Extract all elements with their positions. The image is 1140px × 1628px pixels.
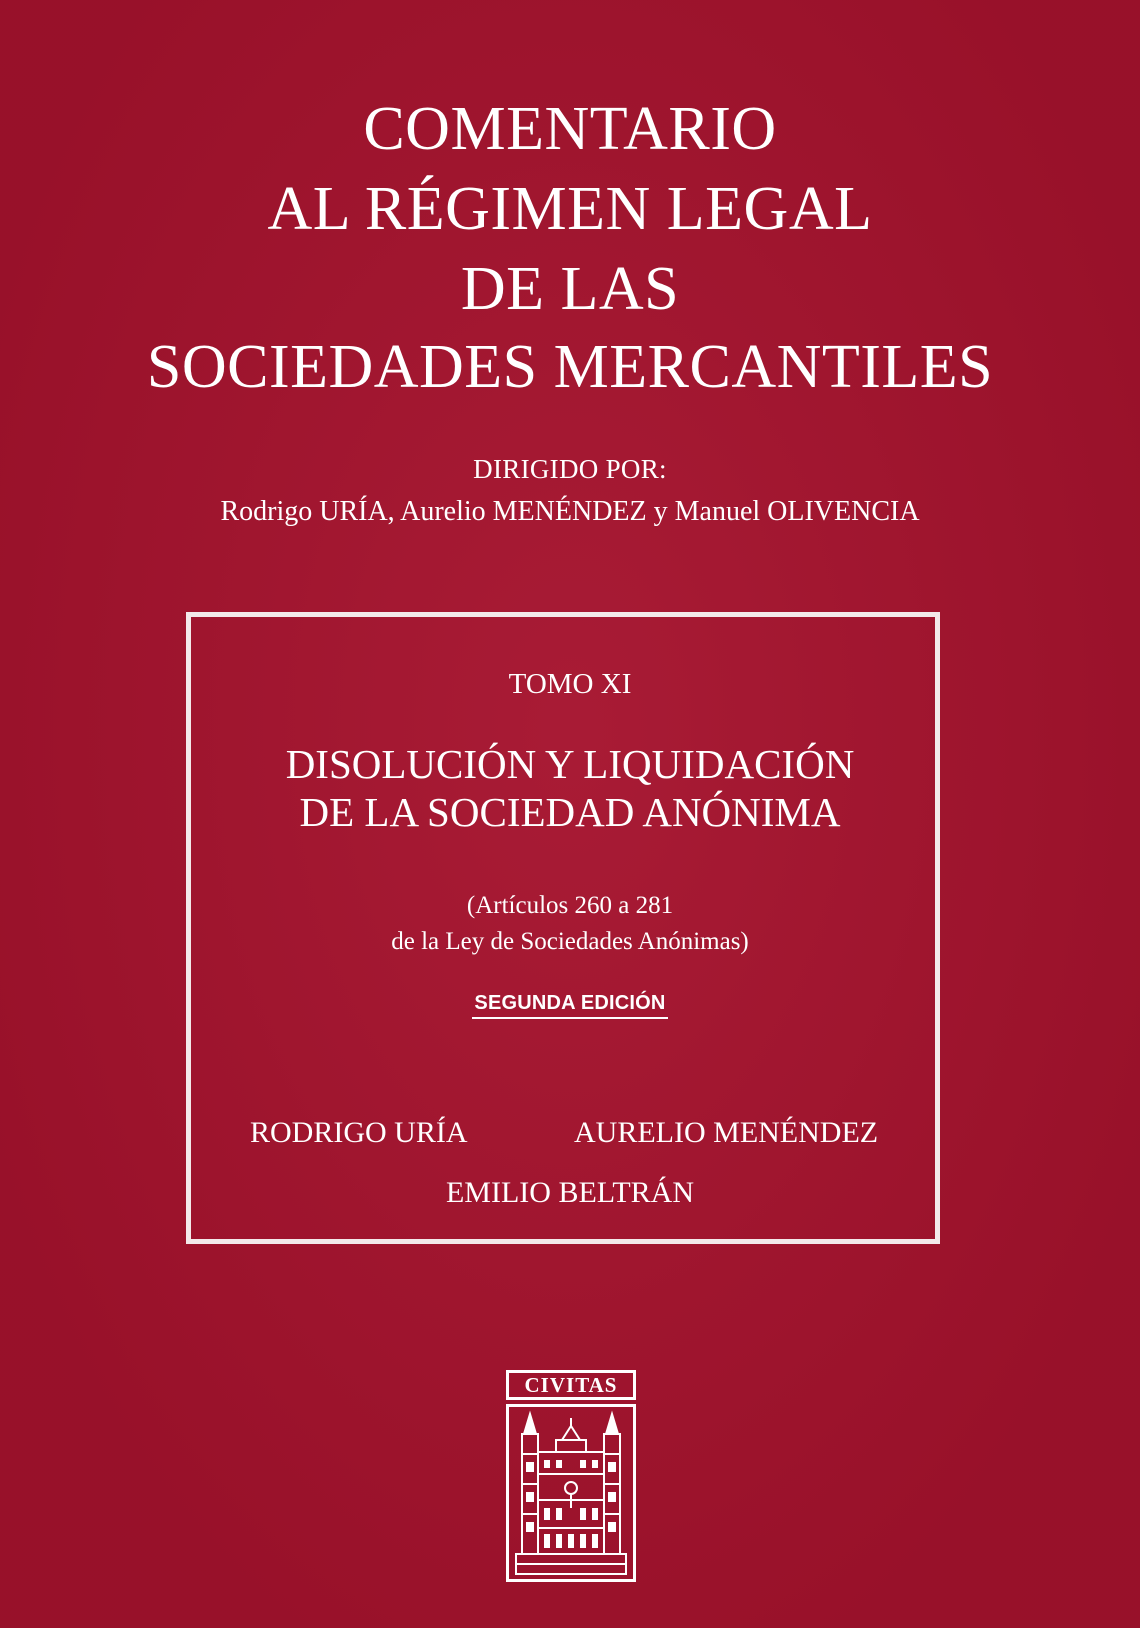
main-title-line-2: AL RÉGIMEN LEGAL [267, 175, 873, 243]
articles-line-2: de la Ley de Sociedades Anónimas) [391, 928, 749, 955]
subtitle-line-1: DISOLUCIÓN Y LIQUIDACIÓN [285, 741, 855, 787]
edition-label: SEGUNDA EDICIÓN [472, 992, 667, 1019]
author-uria: RODRIGO URÍA [250, 1116, 468, 1149]
main-title-line-1: COMENTARIO [363, 95, 777, 163]
alcazar-building-icon [506, 1404, 636, 1582]
publisher-logo-text: CIVITAS [506, 1370, 636, 1400]
edition-wrapper [0, 992, 1140, 1019]
publisher-logo [506, 1370, 636, 1582]
directed-by-label: DIRIGIDO POR: [473, 454, 667, 484]
main-title-line-4: SOCIEDADES MERCANTILES [146, 333, 994, 401]
subtitle-line-2: DE LA SOCIEDAD ANÓNIMA [299, 789, 841, 835]
articles-line-1: (Artículos 260 a 281 [466, 892, 674, 919]
volume-label: TOMO XI [508, 668, 632, 700]
directors-names: Rodrigo URÍA, Aurelio MENÉNDEZ y Manuel OLIVENCIA [220, 496, 920, 527]
main-title-line-3: DE LAS [460, 255, 680, 323]
author-beltran: EMILIO BELTRÁN [445, 1176, 695, 1209]
author-menendez: AURELIO MENÉNDEZ [574, 1116, 879, 1149]
